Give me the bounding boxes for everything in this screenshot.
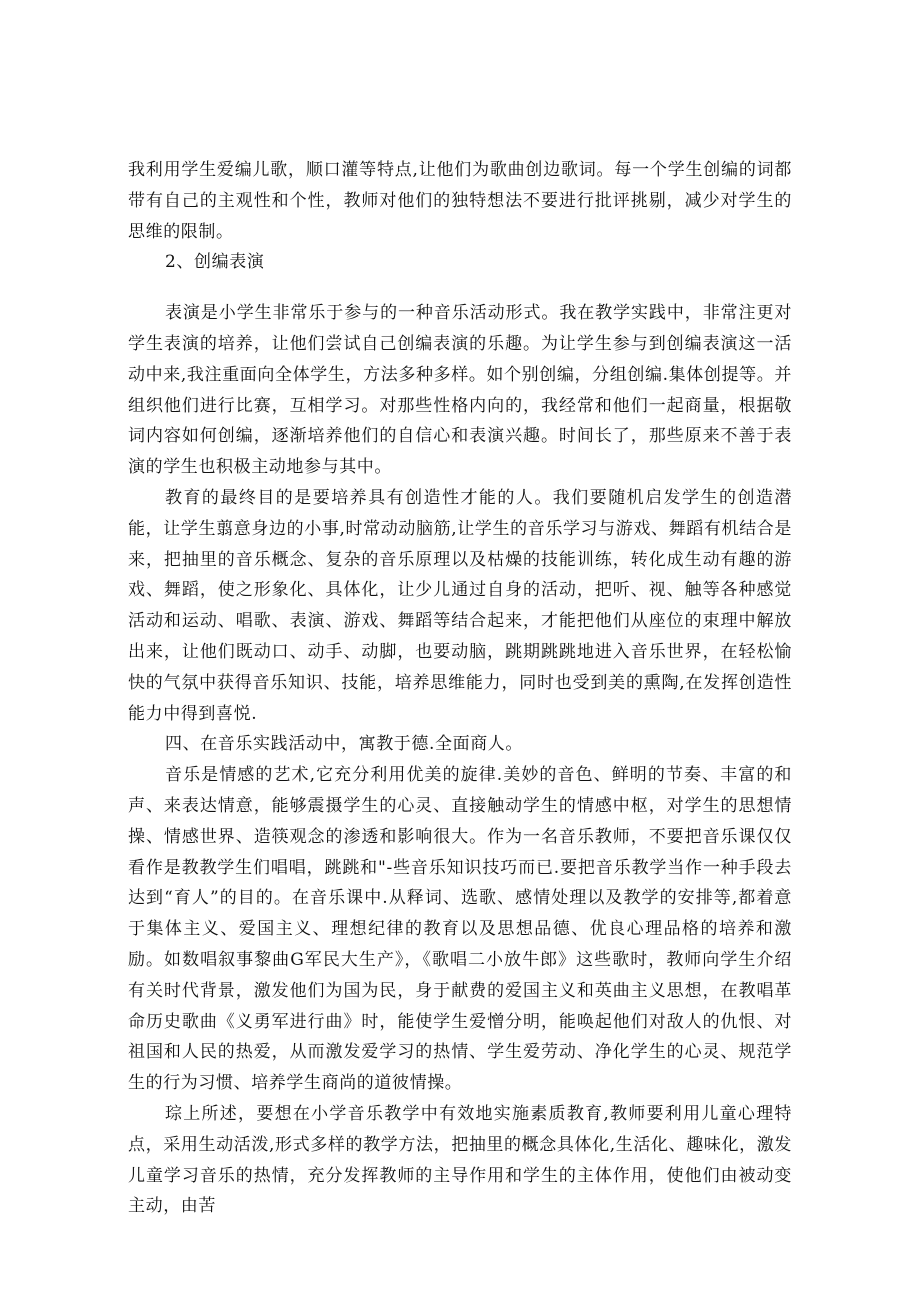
paragraph-education-goal: 教育的最终目的是要培养具有创造性才能的人。我们要随机启发学生的创造潜能，让学生翦意身边的小事,时常动动脑筋,让学生的音乐学习与游戏、舞蹈有机结合是来，把抽里的音乐概念、复杂的音乐原理以及枯燥的技能训练，转化成生动有趣的游戏、舞蹈，使之形象化、具体化，让少儿通过自身的活动，把听、视、触等各种感觉活动和运动、唱歌、表演、游戏、舞蹈等结合起来，才能把他们从座位的束理中解放出来，让他们既动口、动手、动脚，也要动脑，跳期跳跳地进入音乐世界，在轻松愉快的气氛中获得音乐知识、技能，培养思维能力，同时也受到美的熏陶,在发挥创造性能力中得到喜悦. bbox=[128, 487, 792, 724]
paragraph-music-emotion: 音乐是情感的艺术,它充分利用优美的旋律.美妙的音色、鲜明的节奏、丰富的和声、来表达情意，能够震摄学生的心灵、直接触动学生的情感中枢，对学生的思想情操、情感世界、造筷观念的渗透和影响很大。作为一名音乐教师，不要把音乐课仅仅看作是教教学生们唱唱，跳跳和"-些音乐知识技巧而已.要把音乐教学当作一种手段去达到“育人”的目的。在音乐课中.从释词、选歌、感情处理以及教学的安排等,都着意于集体主义、爱国主义、理想纪律的教育以及思想品德、优良心理品格的培养和激励。如数唱叙事黎曲G军民大生产》，《歌唱二小放牛郎》这些歌时，教师向学生介绍有关时代背景，激发他们为国为民，身于献费的爱国主义和英曲主义思想，在教唱革命历史歌曲《义勇军进行曲》时，能使学生爱憎分明，能唤起他们对敌人的仇恨、对祖国和人民的热爱，从而激发爱学习的热情、学生爱劳动、净化学生的心灵、规范学生的行为习惯、培养学生商尚的道彼情操。 bbox=[128, 765, 792, 1094]
section-heading-creative-performance: 2、创编表演 bbox=[165, 252, 265, 273]
section-heading-moral-education: 四、在音乐实践活动中，寓教于德.全面商人。 bbox=[165, 734, 524, 755]
paragraph-summary: 琮上所述，要想在小学音乐教学中有效地实施素质教育,教师要利用儿童心理特点，采用生动活泼,形式多样的教学方法，把抽里的概念具体化,生活化、趣味化，激发儿童学习音乐的热情，充分发挥教师的主导作用和学生的主体作用，使他们由被动变主动，由苦 bbox=[128, 1103, 792, 1217]
document-body bbox=[128, 155, 792, 1222]
paragraph-continuation: 我利用学生爱编儿歌，顺口灌等特点,让他们为歌曲创边歌词。每一个学生创编的词都带有自己的主观性和个性，教师对他们的独特想法不要进行批评挑剔，减少对学生的思维的限制。 bbox=[128, 160, 792, 242]
paragraph-performance: 表演是小学生非常乐于参与的一种音乐活动形式。我在教学实践中，非常注更对学生表演的培养，让他们尝试自己创编表演的乐趣。为让学生参与到创编表演这一活动中来,我注重面向全体学生，方法多种多样。如个别创编，分组创编.集体创提等。并组织他们进行比赛，互相学习。对那些性格内向的，我经常和他们一起商量，根据敬词内容如何创编，逐渐培养他们的自信心和表演兴趣。时间长了，那些原来不善于表演的学生也积极主动地参与其中。 bbox=[128, 303, 792, 478]
